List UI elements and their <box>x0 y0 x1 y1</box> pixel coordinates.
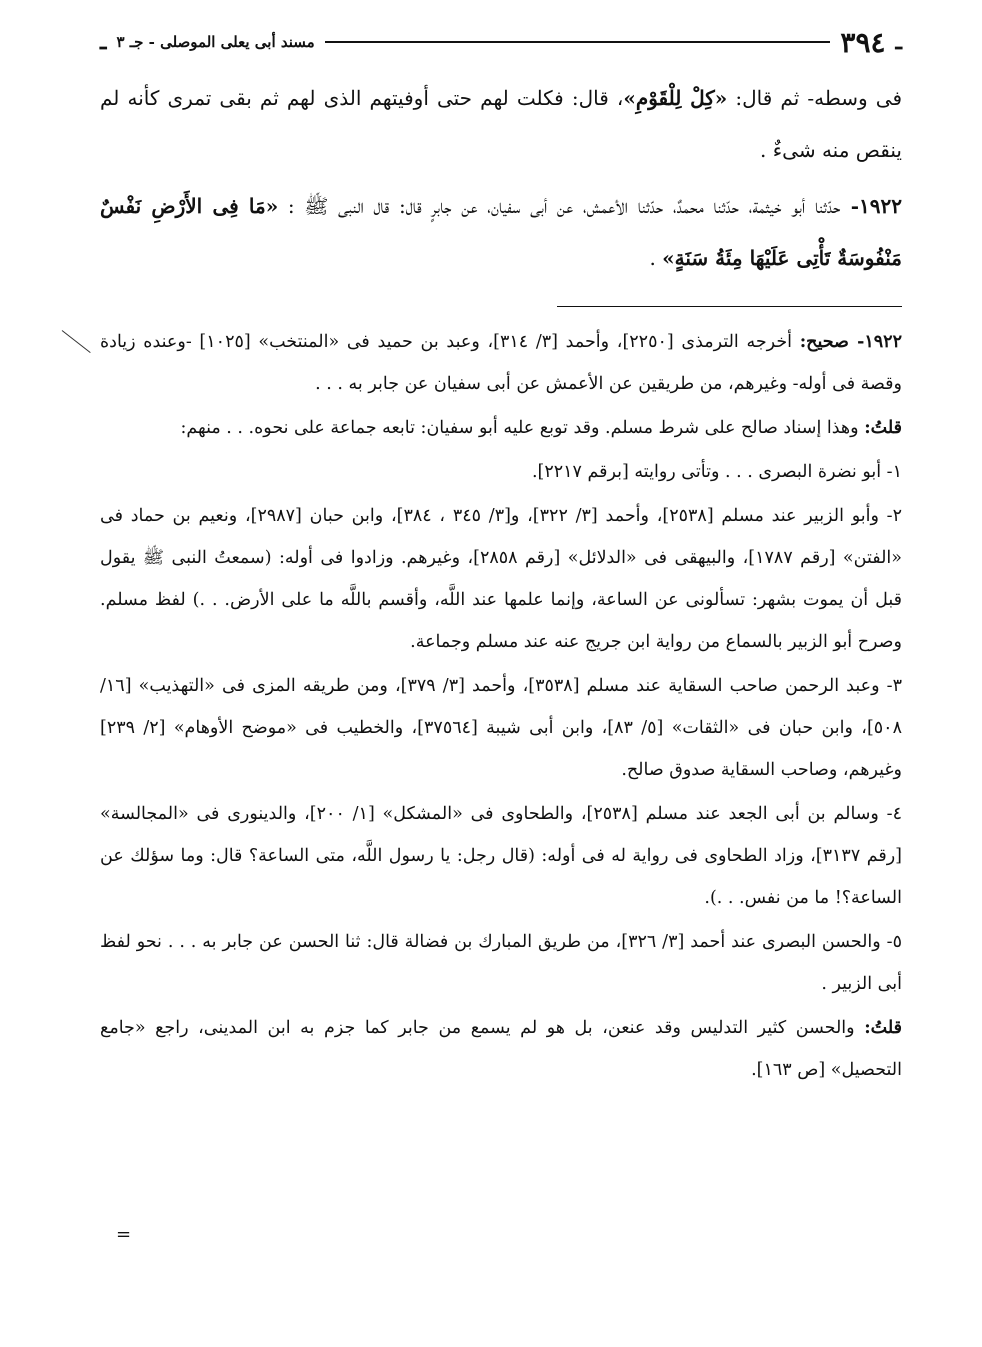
book-title: مسند أبى يعلى الموصلى - جـ ٣ <box>116 33 315 51</box>
footnote-separator <box>557 306 902 307</box>
hadith-isnad: حدّثنا أبو خيثمة، حدّثنا محمدٌ، حدّثنا الأعمش، عن أبى سفيان، عن جابرٍ قال: قال النبى ﷺ : <box>278 194 841 218</box>
hadith-number: ١٩٢٢- <box>840 194 902 218</box>
page-number: ٣٩٤ <box>840 25 886 59</box>
continuation-mark: = <box>116 1224 132 1245</box>
hadith-paragraph: ١٩٢٢- حدّثنا أبو خيثمة، حدّثنا محمدٌ، حدّثنا الأعمش، عن أبى سفيان، عن جابرٍ قال: قال النبى ﷺ : «مَا فِى الأَرْضِ نَفْسٌ مَنْفُوسَةٌ تَأْتِى عَلَيْهَا مِئَةُ سَنَةٍ» . <box>100 194 902 270</box>
footnote-item: ٤- وسالم بن أبى الجعد عند مسلم [٢٥٣٨]، والطحاوى فى «المشكل» [١/ ٢٠٠]، والدينورى فى «المجالسة» [رقم ٣١٣٧]، وزاد الطحاوى فى رواية له فى أوله: (قال رجل: يا رسول اللَّه، متى الساعة؟ قال: وما سؤلك عن الساعة؟! ما من نفس. . .). <box>100 804 902 908</box>
hadith-matn: «مَا فِى الأَرْضِ نَفْسٌ مَنْفُوسَةٌ تَأْتِى عَلَيْهَا مِئَةُ سَنَةٍ» <box>100 194 902 270</box>
header-rule <box>325 41 831 43</box>
footnote-item: ٣- وعبد الرحمن صاحب السقاية عند مسلم [٣٥٣٨]، وأحمد [٣/ ٣٧٩]، ومن طريقه المزى فى «التهذيب» [١٦/ ٥٠٨]، وابن حبان فى «الثقات» [٥/ ٨٣]، وابن أبى شيبة [٣٧٥٦٤]، والخطيب فى «موضح الأوهام» [٢/ ٢٣٩] وغيرهم، وصاحب السقاية صدوق صالح. <box>100 676 902 780</box>
scan-mark <box>62 330 91 353</box>
footnote-item: ٥- والحسن البصرى عند أحمد [٣/ ٣٢٦]، من طريق المبارك بن فضالة قال: ثنا الحسن عن جابر به . . . نحو لفظ أبى الزبير . <box>100 932 902 994</box>
footnote-lead: قلتُ: <box>864 418 902 438</box>
header-trail-dash: ـ <box>100 29 107 55</box>
footnote-takhrij: ١٩٢٢- صحيح: أخرجه الترمذى [٢٢٥٠]، وأحمد [٣/ ٣١٤]، وعبد بن حميد فى «المنتخب» [١٠٢٥] -وعنده زيادة وقصة فى أوله- وغيرهم، من طريقين عن الأعمش عن أبى سفيان عن جابر به . . . <box>100 332 902 394</box>
main-text <box>100 72 902 284</box>
footnote-comment: قلتُ: والحسن كثير التدليس وقد عنعن، بل هو لم يسمع من جابر كما جزم به ابن المدينى، راجع «جامع التحصيل» [ص ١٦٣]. <box>100 1018 902 1080</box>
footnote-item: ١- أبو نضرة البصرى . . . وتأتى روايته [برقم ٢٢١٧]. <box>531 462 902 482</box>
header-dash: ـ <box>895 29 902 55</box>
footnote-lead: ١٩٢٢- صحيح: <box>799 332 902 352</box>
quote-text: «كِلْ لِلْقَوْمِ» <box>623 86 728 110</box>
footnote-item: ٢- وأبو الزبير عند مسلم [٢٥٣٨]، وأحمد [٣/ ٣٢٢]، و[٣/ ٣٤٥ ، ٣٨٤]، وابن حبان [٢٩٨٧]، ونعيم بن حماد فى «الفتن» [رقم ١٧٨٧]، والبيهقى فى «الدلائل» [رقم ٢٨٥٨]، وغيرهم. وزادوا فى أوله: (سمعتُ النبى ﷺ يقول قبل أن يموت بشهر: تسألونى عن الساعة، وإنما علمها عند اللَّه، وأقسم باللَّه ما على الأرض. . .) لفظ مسلم. وصرح أبو الزبير بالسماع من رواية ابن جريج عنه عند مسلم وجماعة. <box>100 506 902 652</box>
continuation-paragraph: فى وسطه- ثم قال: «كِلْ لِلْقَوْمِ»، قال: فكلت لهم حتى أوفيتهم الذى لهم ثم بقى تمرى كأنه لم ينقص منه شىءٌ . <box>100 86 903 162</box>
footnote-comment: قلتُ: وهذا إسناد صالح على شرط مسلم. وقد توبع عليه أبو سفيان: تابعه جماعة على نحوه. . . منهم: <box>180 418 902 438</box>
footnote-lead: قلتُ: <box>864 1018 902 1038</box>
footnotes <box>100 321 902 1091</box>
running-header <box>100 22 902 62</box>
book-page <box>100 22 902 1093</box>
